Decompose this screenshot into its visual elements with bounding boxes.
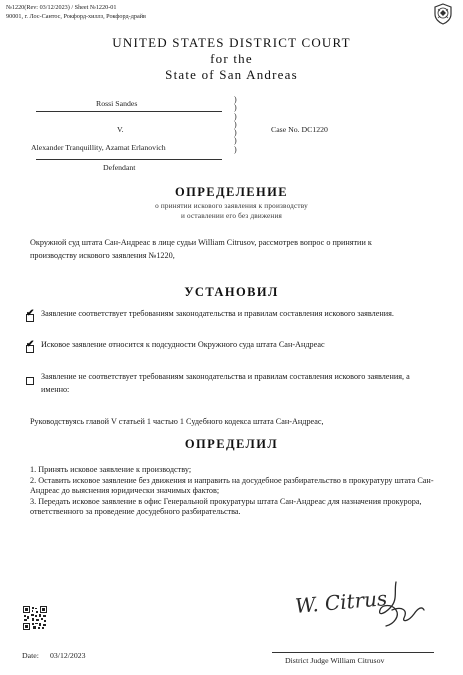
decision-point-2: 2. Оставить исковое заявление без движения и направить на досудебное разбирательство в прокуратуру штата Сан-Андреас до выяснения юридически значимых фактов; bbox=[30, 475, 434, 495]
determination-subtitle-line1: о принятии искового заявления к производству bbox=[155, 202, 308, 210]
document-reference: №1220(Rev: 03/12/2023) / Sheet №1220-01 bbox=[6, 4, 117, 11]
signature-line bbox=[272, 652, 434, 653]
established-item-noncompliance: Заявление не соответствует требованиям законодательства и правилам составления искового заявления, а именно: bbox=[41, 372, 410, 394]
determination-intro: Окружной суд штата Сан-Андреас в лице судьи William Citrusov, рассмотрев вопрос о принятии к производству искового заявления №1220, bbox=[30, 238, 372, 260]
checkmark-icon: ✔ bbox=[26, 339, 35, 350]
determination-title: ОПРЕДЕЛЕНИЕ bbox=[174, 185, 289, 199]
plaintiff-underline bbox=[36, 111, 222, 112]
established-title: УСТАНОВИЛ bbox=[184, 285, 279, 299]
date-label: Date: bbox=[22, 651, 39, 660]
court-name: UNITED STATES DISTRICT COURT bbox=[112, 35, 351, 50]
defendant-names: Alexander Tranquillity, Azamat Erlanovich bbox=[31, 143, 166, 152]
court-for-the: for the bbox=[210, 51, 253, 66]
date-value: 03/12/2023 bbox=[50, 651, 86, 660]
defendant-label: Defendant bbox=[103, 163, 136, 172]
court-state: State of San Andreas bbox=[165, 67, 298, 82]
court-address: 90001, г. Лос-Сантос, Рокфорд-хиллз, Рокфорд-драйв bbox=[6, 13, 146, 20]
plaintiff-name: Rossi Sandes bbox=[96, 99, 138, 108]
decision-point-1: 1. Принять исковое заявление к производству; bbox=[30, 465, 192, 474]
versus-label: V. bbox=[117, 125, 124, 134]
handwritten-signature: W. Citrus bbox=[294, 586, 389, 618]
checkmark-icon: ✔ bbox=[26, 308, 35, 319]
decision-points bbox=[30, 465, 440, 518]
case-number: Case No. DC1220 bbox=[271, 125, 328, 134]
established-item-complies: Заявление соответствует требованиям законодательства и правилам составления искового заявления. bbox=[41, 309, 394, 318]
court-seal-icon bbox=[433, 3, 453, 25]
signature-flourish-icon bbox=[368, 580, 428, 632]
signer-title: District Judge William Citrusov bbox=[285, 656, 385, 665]
checkbox-noncompliance bbox=[26, 377, 34, 385]
case-parentheses: ) ) ) ) ) ) ) bbox=[234, 95, 237, 154]
determination-subtitle-line2: и оставлении его без движения bbox=[180, 212, 283, 220]
decided-title: ОПРЕДЕЛИЛ bbox=[184, 437, 279, 451]
established-item-jurisdiction: Исковое заявление относится к подсудности Окружного суда штата Сан-Андреас bbox=[41, 340, 325, 349]
decision-point-3: 3. Передать исковое заявление в офис Генеральной прокуратуры штата Сан-Андреас для назначения прокурора, ответственного за проведение досудебного разбирательства. bbox=[30, 496, 422, 516]
guided-by-statement: Руководствуясь главой V статьей 1 частью 1 Судебного кодекса штата Сан-Андреас, bbox=[30, 417, 324, 426]
qr-code-icon bbox=[23, 606, 47, 630]
defendant-underline bbox=[36, 159, 222, 160]
